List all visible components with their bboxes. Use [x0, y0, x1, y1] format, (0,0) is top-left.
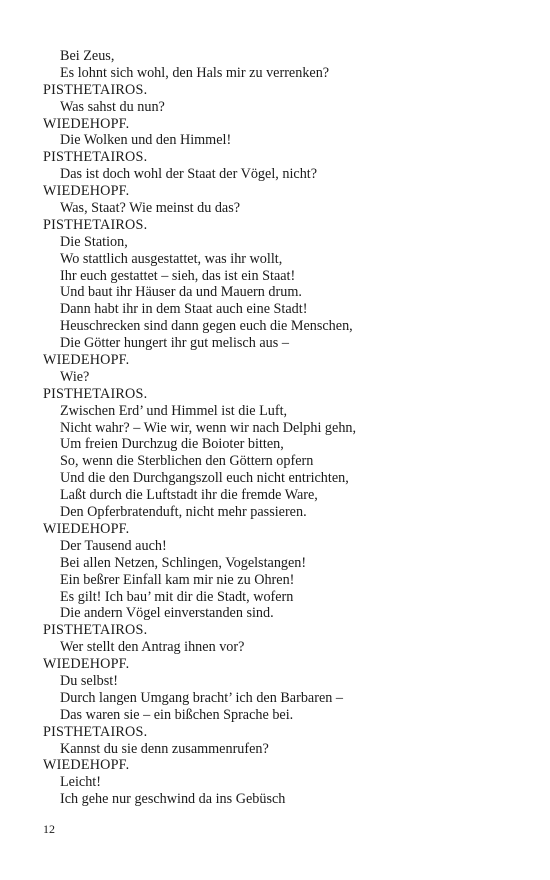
verse-line: Und die den Durchgangszoll euch nicht entrichten, [60, 470, 349, 487]
speaker-name: WIEDEHOPF. [43, 352, 130, 369]
speaker-name: PISTHETAIROS. [43, 622, 148, 639]
verse-line: Um freien Durchzug die Boioter bitten, [60, 436, 284, 453]
verse-line: Der Tausend auch! [60, 537, 167, 554]
verse-line: Den Opferbratenduft, nicht mehr passieren. [60, 504, 307, 521]
dialogue-text [43, 48, 513, 808]
verse-line: Laßt durch die Luftstadt ihr die fremde Ware, [60, 487, 318, 504]
verse-line: Durch langen Umgang bracht’ ich den Barbaren – [60, 689, 343, 706]
verse-line: Es gilt! Ich bau’ mit dir die Stadt, wofern [60, 588, 294, 605]
speaker-name: PISTHETAIROS. [43, 81, 148, 98]
verse-line: Was, Staat? Wie meinst du das? [60, 200, 241, 217]
verse-line: Was sahst du nun? [60, 98, 165, 115]
verse-line: Die Wolken und den Himmel! [60, 132, 232, 149]
speaker-name: WIEDEHOPF. [43, 520, 130, 537]
speaker-name: WIEDEHOPF. [43, 656, 130, 673]
verse-line: Das ist doch wohl der Staat der Vögel, nicht? [60, 166, 318, 183]
page-number: 12 [43, 822, 55, 836]
verse-line: Wie? [60, 368, 90, 385]
verse-line: Bei allen Netzen, Schlingen, Vogelstangen! [60, 554, 307, 571]
verse-line: Die Götter hungert ihr gut melisch aus – [60, 335, 289, 352]
verse-line: Zwischen Erd’ und Himmel ist die Luft, [60, 402, 288, 419]
verse-line: Und baut ihr Häuser da und Mauern drum. [60, 284, 302, 301]
verse-line: Ihr euch gestattet – sieh, das ist ein Staat! [60, 267, 296, 284]
speaker-name: PISTHETAIROS. [43, 385, 148, 402]
verse-line: Es lohnt sich wohl, den Hals mir zu verrenken? [60, 64, 330, 81]
speaker-name: WIEDEHOPF. [43, 115, 130, 132]
speaker-name: PISTHETAIROS. [43, 216, 148, 233]
speaker-name: PISTHETAIROS. [43, 723, 148, 740]
verse-line: Wo stattlich ausgestattet, was ihr wollt, [60, 250, 283, 267]
verse-line: Die andern Vögel einverstanden sind. [60, 605, 274, 622]
verse-line: Die Station, [60, 233, 128, 250]
verse-line: Ein beßrer Einfall kam mir nie zu Ohren! [60, 571, 295, 588]
speaker-name: WIEDEHOPF. [43, 183, 130, 200]
speaker-name: WIEDEHOPF. [43, 757, 130, 774]
speaker-name: PISTHETAIROS. [43, 149, 148, 166]
verse-line: Kannst du sie denn zusammenrufen? [60, 740, 269, 757]
verse-line: Das waren sie – ein bißchen Sprache bei. [60, 706, 294, 723]
verse-line: Heuschrecken sind dann gegen euch die Menschen, [60, 318, 353, 335]
verse-line: Dann habt ihr in dem Staat auch eine Stadt! [60, 301, 308, 318]
verse-line: Leicht! [60, 774, 101, 791]
verse-line: Ich gehe nur geschwind da ins Gebüsch [60, 791, 286, 808]
verse-line: Du selbst! [60, 672, 118, 689]
verse-line: Nicht wahr? – Wie wir, wenn wir nach Delphi gehn, [60, 419, 357, 436]
verse-line: Bei Zeus, [60, 48, 115, 64]
verse-line: So, wenn die Sterblichen den Göttern opfern [60, 453, 314, 470]
verse-line: Wer stellt den Antrag ihnen vor? [60, 639, 245, 656]
